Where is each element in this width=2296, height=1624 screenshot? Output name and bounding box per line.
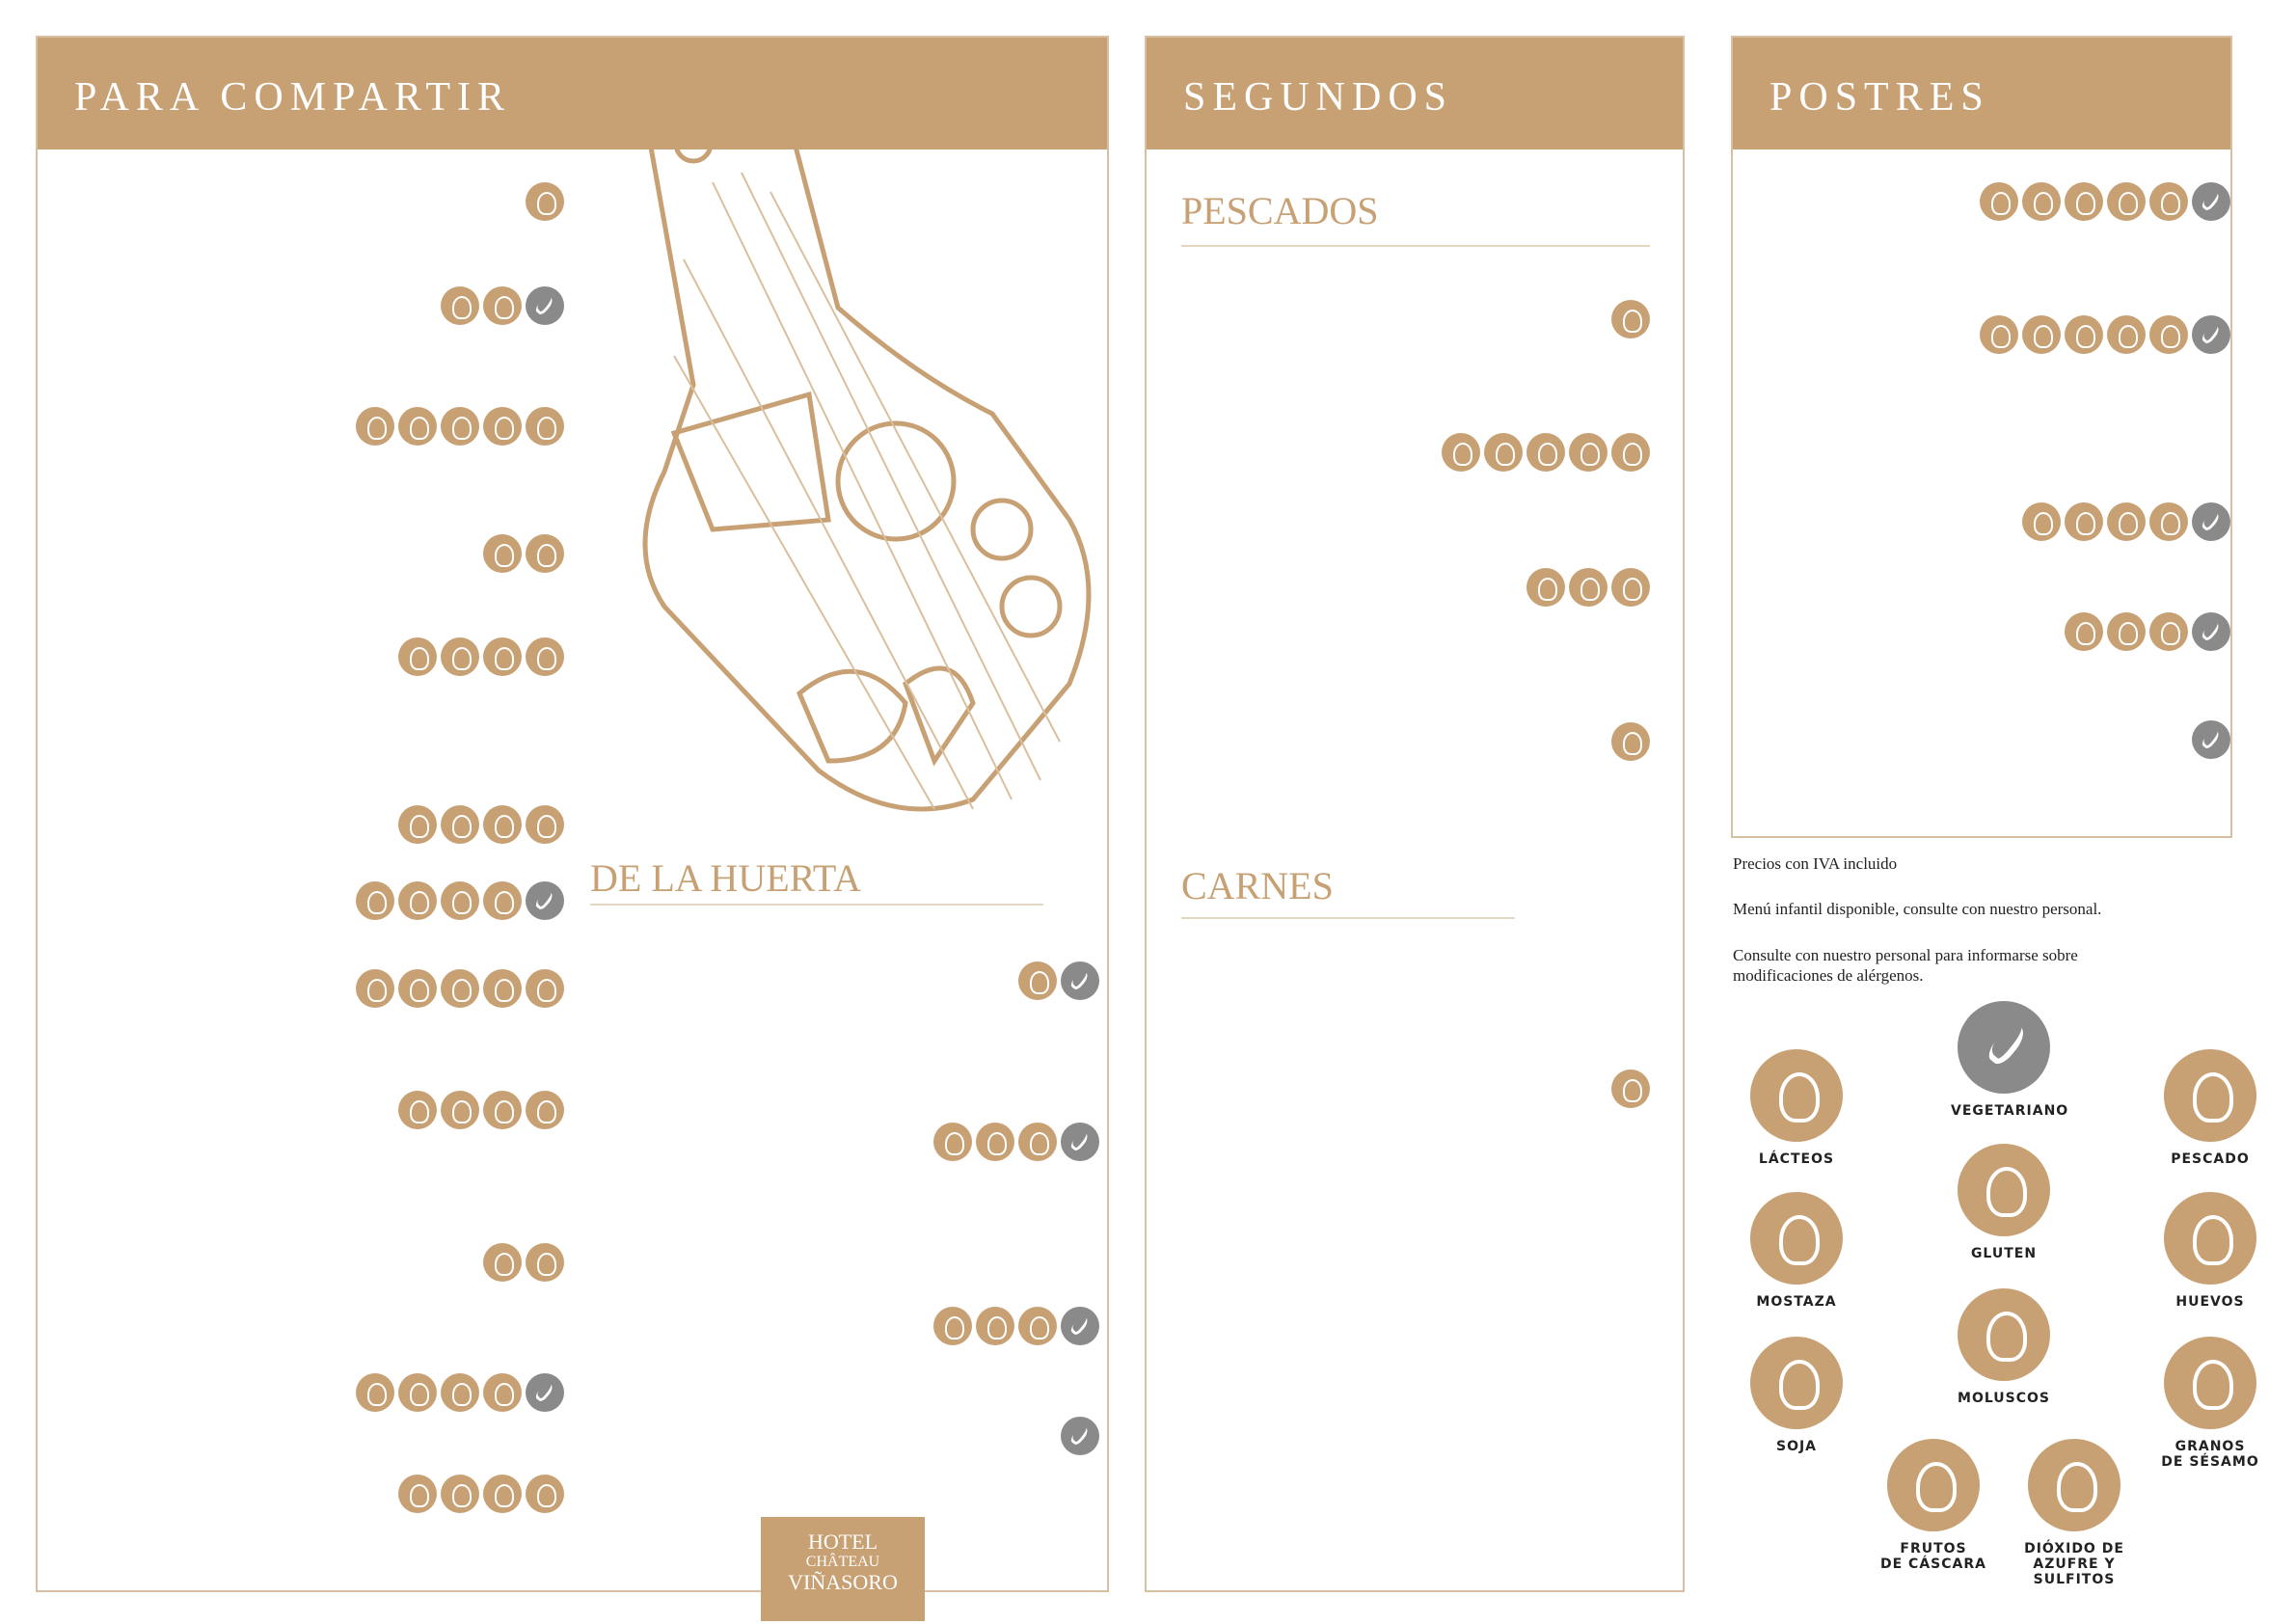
vegetariano-icon <box>1061 1307 1099 1345</box>
huevos-icon <box>2149 502 2188 541</box>
moluscos-icon <box>1611 300 1650 338</box>
legend-item <box>1743 1049 1850 1167</box>
gluten-icon <box>1526 433 1565 472</box>
dioxido-azufre-icon <box>2028 1439 2120 1531</box>
legend-label: GLUTEN <box>1970 1246 2038 1261</box>
vegetariano-icon <box>1061 1417 1099 1455</box>
soja-icon <box>1750 1337 1843 1429</box>
section-title: PARA COMPARTIR <box>74 75 512 120</box>
vegetariano-icon <box>526 286 564 325</box>
frutos-cascara-icon <box>2107 182 2146 221</box>
soja-icon <box>2065 502 2103 541</box>
mostaza-icon <box>1750 1192 1843 1285</box>
legend-item <box>1743 1192 1850 1310</box>
allergen-icons <box>526 182 564 221</box>
vegetariano-icon <box>526 1373 564 1412</box>
legend-item <box>1880 1439 1986 1572</box>
legend-label: MOLUSCOS <box>1958 1391 2050 1406</box>
gluten-icon <box>2065 182 2103 221</box>
pescados-title: PESCADOS <box>1181 189 1379 232</box>
vegetariano-icon <box>1061 1123 1099 1161</box>
allergen-icons <box>356 881 564 920</box>
soja-icon <box>976 1307 1014 1345</box>
panel-header <box>1147 38 1683 149</box>
huevos-icon <box>483 407 522 446</box>
cutting-board-illustration <box>607 67 1108 838</box>
pescado-icon <box>1569 433 1607 472</box>
soja-icon <box>2149 182 2188 221</box>
de-la-huerta-title: DE LA HUERTA <box>590 856 862 900</box>
vegetariano-icon <box>2192 315 2230 354</box>
allergen-icons <box>1980 182 2230 221</box>
lacteos-icon <box>1018 961 1057 1000</box>
huevos-icon <box>2107 315 2146 354</box>
allergen-icons <box>933 1123 1099 1161</box>
frutos-cascara-icon <box>1887 1439 1980 1531</box>
legend-item <box>1743 1337 1850 1454</box>
soja-icon <box>526 637 564 676</box>
pescado-icon <box>1569 568 1607 607</box>
legend-label: HUEVOS <box>2175 1294 2245 1310</box>
pescado-icon <box>483 534 522 573</box>
huevos-icon <box>441 637 479 676</box>
allergen-icons <box>483 534 564 573</box>
huevos-icon <box>1611 433 1650 472</box>
allergen-icons <box>1442 433 1650 472</box>
note-infantil: Menú infantil disponible, consulte con nuestro personal. <box>1733 900 2102 918</box>
allergen-icons <box>398 805 564 844</box>
legend-label: SOJA <box>1775 1439 1818 1454</box>
huevos-icon <box>526 1091 564 1129</box>
allergen-icons <box>1980 315 2230 354</box>
mostaza-icon <box>483 637 522 676</box>
granos-sesamo-icon <box>483 1373 522 1412</box>
section-title: SEGUNDOS <box>1183 75 1454 120</box>
pescado-icon <box>526 969 564 1008</box>
huevos-icon <box>526 805 564 844</box>
allergen-icons <box>356 1373 564 1412</box>
legend-label: LÁCTEOS <box>1758 1151 1835 1167</box>
mostaza-icon <box>526 407 564 446</box>
lacteos-icon <box>1750 1049 1843 1142</box>
gluten-icon <box>2022 502 2061 541</box>
lacteos-icon <box>2107 502 2146 541</box>
frutos-cascara-icon <box>483 805 522 844</box>
soja-icon <box>1980 315 2018 354</box>
moluscos-icon <box>1958 1288 2050 1381</box>
legend-label: MOSTAZA <box>1756 1294 1837 1310</box>
divider <box>1181 917 1515 919</box>
allergen-icons <box>398 637 564 676</box>
legend-label: VEGETARIANO <box>1951 1103 2069 1119</box>
allergen-icons <box>398 1091 564 1129</box>
gluten-icon <box>441 805 479 844</box>
dioxido-azufre-icon <box>398 1091 437 1129</box>
section-title: POSTRES <box>1769 75 1990 120</box>
allergen-icons <box>1018 961 1099 1000</box>
frutos-cascara-icon <box>441 969 479 1008</box>
lacteos-icon <box>976 1123 1014 1161</box>
gluten-icon <box>483 286 522 325</box>
huevos-icon <box>483 881 522 920</box>
vegetariano-icon <box>1061 961 1099 1000</box>
lacteos-icon <box>398 805 437 844</box>
huevos-icon <box>441 1475 479 1513</box>
gluten-icon <box>398 881 437 920</box>
divider <box>1181 245 1650 247</box>
gluten-icon <box>1958 1144 2050 1236</box>
soja-icon <box>1484 433 1523 472</box>
allergen-icons <box>356 407 564 446</box>
lacteos-icon <box>356 969 394 1008</box>
gluten-icon <box>398 407 437 446</box>
lacteos-icon <box>2022 182 2061 221</box>
vegetariano-icon <box>2192 182 2230 221</box>
lacteos-icon <box>2107 612 2146 651</box>
vegetariano-icon <box>2192 720 2230 759</box>
soja-icon <box>398 1475 437 1513</box>
lacteos-icon <box>398 1373 437 1412</box>
note-iva: Precios con IVA incluido <box>1733 854 1898 873</box>
gluten-icon <box>526 182 564 221</box>
frutos-cascara-icon <box>2022 315 2061 354</box>
allergen-icons <box>2022 502 2230 541</box>
huevos-icon <box>2149 612 2188 651</box>
panel-para-compartir <box>36 36 1109 1592</box>
logo-line: HOTEL <box>807 1529 878 1554</box>
allergen-icons <box>933 1307 1099 1345</box>
frutos-cascara-icon <box>933 1307 972 1345</box>
legend-label: PESCADO <box>2171 1151 2250 1167</box>
mostaza-icon <box>933 1123 972 1161</box>
huevos-icon <box>483 969 522 1008</box>
vegetariano-icon <box>526 881 564 920</box>
allergen-icons <box>1061 1417 1099 1455</box>
lacteos-icon <box>1442 433 1480 472</box>
lacteos-icon <box>483 1243 522 1282</box>
carnes-title: CARNES <box>1181 864 1334 907</box>
soja-icon <box>1980 182 2018 221</box>
lacteos-icon <box>398 637 437 676</box>
legend-item <box>2157 1049 2263 1167</box>
divider <box>590 904 1043 906</box>
lacteos-icon <box>441 286 479 325</box>
huevos-icon <box>2164 1192 2256 1285</box>
allergen-icons <box>1611 722 1650 761</box>
pescado-icon <box>2164 1049 2256 1142</box>
lacteos-icon <box>483 1091 522 1129</box>
lacteos-icon <box>1018 1307 1057 1345</box>
lacteos-icon <box>2065 315 2103 354</box>
gluten-icon <box>441 1373 479 1412</box>
allergen-icons <box>1611 1069 1650 1108</box>
soja-icon <box>441 1091 479 1129</box>
allergen-icons <box>2192 720 2230 759</box>
soja-icon <box>2149 315 2188 354</box>
granos-sesamo-icon <box>2164 1337 2256 1429</box>
legend-item <box>2157 1337 2263 1470</box>
legend-item <box>2157 1192 2263 1310</box>
gluten-icon <box>1611 1069 1650 1108</box>
huevos-icon <box>526 1243 564 1282</box>
vegetariano-icon <box>2192 502 2230 541</box>
dioxido-azufre-icon <box>1526 568 1565 607</box>
soja-icon <box>526 534 564 573</box>
frutos-cascara-icon <box>441 881 479 920</box>
gluten-icon <box>398 969 437 1008</box>
hotel-logo <box>761 1517 925 1621</box>
lacteos-icon <box>483 1475 522 1513</box>
legend-item <box>1951 1144 2057 1261</box>
legend-label: GRANOS DE SÉSAMO <box>2161 1439 2259 1470</box>
panel-postres <box>1731 36 2232 838</box>
legend-item <box>1951 1001 2069 1119</box>
frutos-cascara-icon <box>441 407 479 446</box>
logo-line: CHÂTEAU <box>805 1554 880 1570</box>
allergen-icons <box>1526 568 1650 607</box>
vegetariano-icon <box>1958 1001 2050 1094</box>
allergen-icons <box>2065 612 2230 651</box>
logo-line: VIÑASORO <box>788 1570 898 1594</box>
lacteos-icon <box>356 407 394 446</box>
allergen-icons <box>441 286 564 325</box>
allergen-icons <box>398 1475 564 1513</box>
legend-label: FRUTOS DE CÁSCARA <box>1880 1541 1986 1572</box>
vegetariano-icon <box>2192 612 2230 651</box>
allergen-icons <box>356 969 564 1008</box>
moluscos-icon <box>526 1475 564 1513</box>
panel-header <box>1733 38 2230 149</box>
legend-item <box>2021 1439 2127 1587</box>
note-alergenos: Consulte con nuestro personal para informarse sobre modificaciones de alérgenos. <box>1733 946 2078 985</box>
soja-icon <box>1611 568 1650 607</box>
allergen-icons <box>1611 300 1650 338</box>
legend-label: DIÓXIDO DE AZUFRE Y SULFITOS <box>2024 1541 2124 1587</box>
legend-item <box>1951 1288 2057 1406</box>
allergen-icons <box>483 1243 564 1282</box>
huevos-icon <box>356 1373 394 1412</box>
soja-icon <box>2065 612 2103 651</box>
lacteos-icon <box>356 881 394 920</box>
panel-segundos <box>1145 36 1685 1592</box>
frutos-cascara-icon <box>1018 1123 1057 1161</box>
pescado-icon <box>1611 722 1650 761</box>
